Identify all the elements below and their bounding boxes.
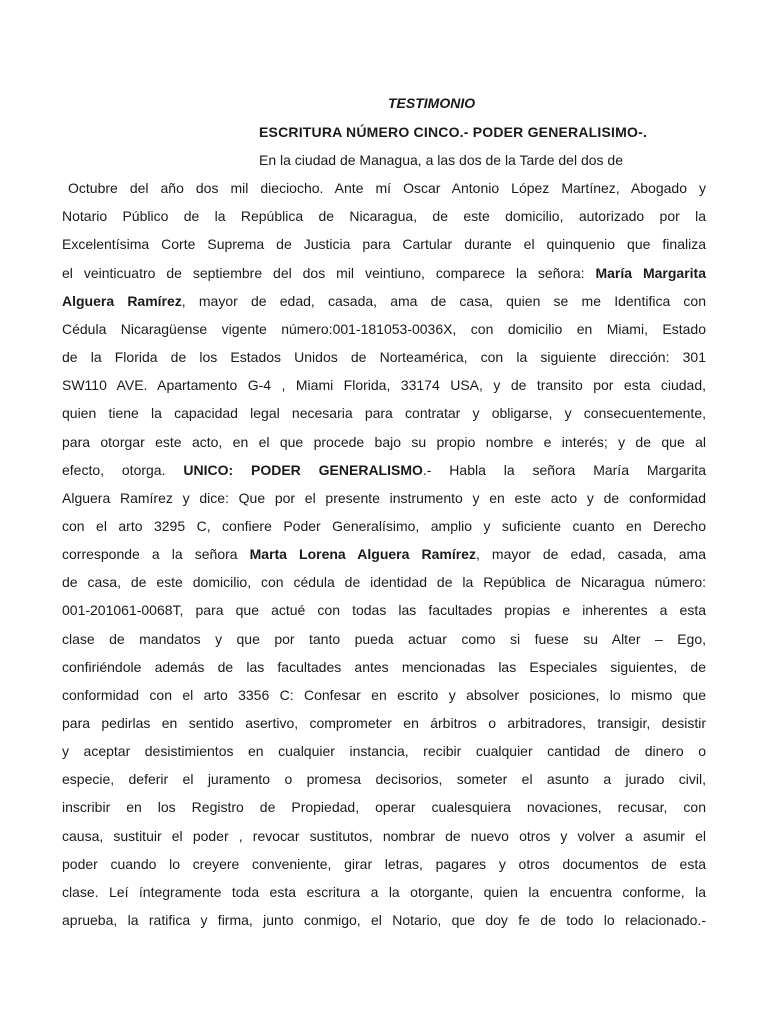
text-line bbox=[62, 461, 706, 479]
text-span: inscribir en los Registro de Propiedad, operar cualesquiera novaciones, recusar, con bbox=[62, 799, 706, 815]
text-span: clase de mandatos y que por tanto pueda actuar como si fuese su Alter – Ego, bbox=[62, 631, 706, 647]
text-line bbox=[62, 658, 706, 676]
text-span: , mayor de edad, casada, ama de casa, quien se me Identifica con bbox=[181, 293, 706, 309]
text-line bbox=[62, 320, 706, 338]
text-span: y aceptar desistimientos en cualquier instancia, recibir cualquier cantidad de dinero o bbox=[62, 743, 706, 759]
deed-heading: ESCRITURA NÚMERO CINCO.- PODER GENERALISIMO-. bbox=[259, 124, 648, 140]
text-span: Alguera Ramírez y dice: Que por el presente instrumento y en este acto y de conformidad bbox=[62, 490, 706, 506]
text-span: 001-201061-0068T, para que actué con todas las facultades propias e inherentes a esta bbox=[62, 602, 706, 618]
text-line bbox=[62, 404, 706, 422]
text-line bbox=[62, 517, 706, 535]
text-span: quien tiene la capacidad legal necesaria para contratar y obligarse, y consecuentemente, bbox=[62, 405, 706, 421]
text-span: de casa, de este domicilio, con cédula de identidad de la República de Nicaragua número: bbox=[62, 574, 706, 590]
text-span: Excelentísima Corte Suprema de Justicia para Cartular durante el quinquenio que finaliza bbox=[62, 236, 706, 252]
bold-text: UNICO: PODER GENERALISMO bbox=[183, 462, 423, 478]
text-span: , mayor de edad, casada, ama bbox=[475, 546, 706, 562]
text-span: Octubre del año dos mil dieciocho. Ante mí Oscar Antonio López Martínez, Abogado y bbox=[68, 180, 706, 196]
text-span: aprueba, la ratifica y firma, junto conmigo, el Notario, que doy fe de todo lo relacionado.- bbox=[62, 912, 706, 928]
text-span: corresponde a la señora bbox=[62, 546, 250, 562]
text-line bbox=[62, 433, 706, 451]
text-line bbox=[62, 207, 706, 225]
text-line bbox=[62, 742, 706, 760]
text-line bbox=[62, 686, 706, 704]
text-span: poder cuando lo creyere conveniente, girar letras, pagares y otros documentos de esta bbox=[62, 856, 706, 872]
bold-text: Alguera Ramírez bbox=[62, 293, 182, 309]
text-line bbox=[62, 630, 706, 648]
text-line bbox=[68, 179, 706, 197]
text-line bbox=[62, 489, 706, 507]
text-line bbox=[62, 264, 706, 282]
text-line bbox=[62, 911, 706, 929]
text-span: de la Florida de los Estados Unidos de Norteamérica, con la siguiente dirección: 301 bbox=[62, 349, 706, 365]
text-line bbox=[62, 292, 706, 310]
text-line bbox=[62, 770, 706, 788]
bold-text: María Margarita bbox=[595, 265, 706, 281]
text-line bbox=[62, 235, 706, 253]
text-line bbox=[62, 883, 706, 901]
text-line bbox=[62, 714, 706, 732]
text-line bbox=[62, 573, 706, 591]
text-span: Notario Público de la República de Nicaragua, de este domicilio, autorizado por la bbox=[62, 208, 706, 224]
text-span: conformidad con el arto 3356 C: Confesar en escrito y absolver posiciones, lo mismo que bbox=[62, 687, 706, 703]
bold-text: Marta Lorena Alguera Ramírez bbox=[249, 546, 476, 562]
text-span: En la ciudad de Managua, a las dos de la Tarde del dos de bbox=[259, 152, 623, 168]
document-title: TESTIMONIO bbox=[388, 95, 476, 111]
text-span: con el arto 3295 C, confiere Poder Generalísimo, amplio y suficiente cuanto en Derecho bbox=[62, 518, 706, 534]
text-span: confiriéndole además de las facultades antes mencionadas las Especiales siguientes, de bbox=[62, 659, 706, 675]
text-line bbox=[259, 151, 704, 169]
text-line bbox=[62, 827, 706, 845]
text-span: Cédula Nicaragüense vigente número:001-181053-0036X, con domicilio en Miami, Estado bbox=[62, 321, 706, 337]
text-span: SW110 AVE. Apartamento G-4 , Miami Florida, 33174 USA, y de transito por esta ciudad, bbox=[62, 377, 706, 393]
text-line bbox=[62, 348, 706, 366]
text-line bbox=[62, 601, 706, 619]
text-line bbox=[62, 855, 706, 873]
text-span: efecto, otorga. bbox=[62, 462, 184, 478]
text-span: .- Habla la señora María Margarita bbox=[422, 462, 706, 478]
text-line bbox=[62, 545, 706, 563]
text-span: especie, deferir el juramento o promesa decisorios, someter el asunto a jurado civil, bbox=[62, 771, 706, 787]
text-span: para otorgar este acto, en el que procede bajo su propio nombre e interés; y de que al bbox=[62, 434, 706, 450]
text-span: causa, sustituir el poder , revocar sustitutos, nombrar de nuevo otros y volver a asumir el bbox=[62, 828, 706, 844]
text-span: para pedirlas en sentido asertivo, comprometer en árbitros o arbitradores, transigir, desistir bbox=[62, 715, 706, 731]
text-line bbox=[62, 798, 706, 816]
text-line bbox=[62, 376, 706, 394]
text-span: el veinticuatro de septiembre del dos mil veintiuno, comparece la señora: bbox=[62, 265, 596, 281]
text-span: clase. Leí íntegramente toda esta escritura a la otorgante, quien la encuentra conforme, la bbox=[62, 884, 706, 900]
